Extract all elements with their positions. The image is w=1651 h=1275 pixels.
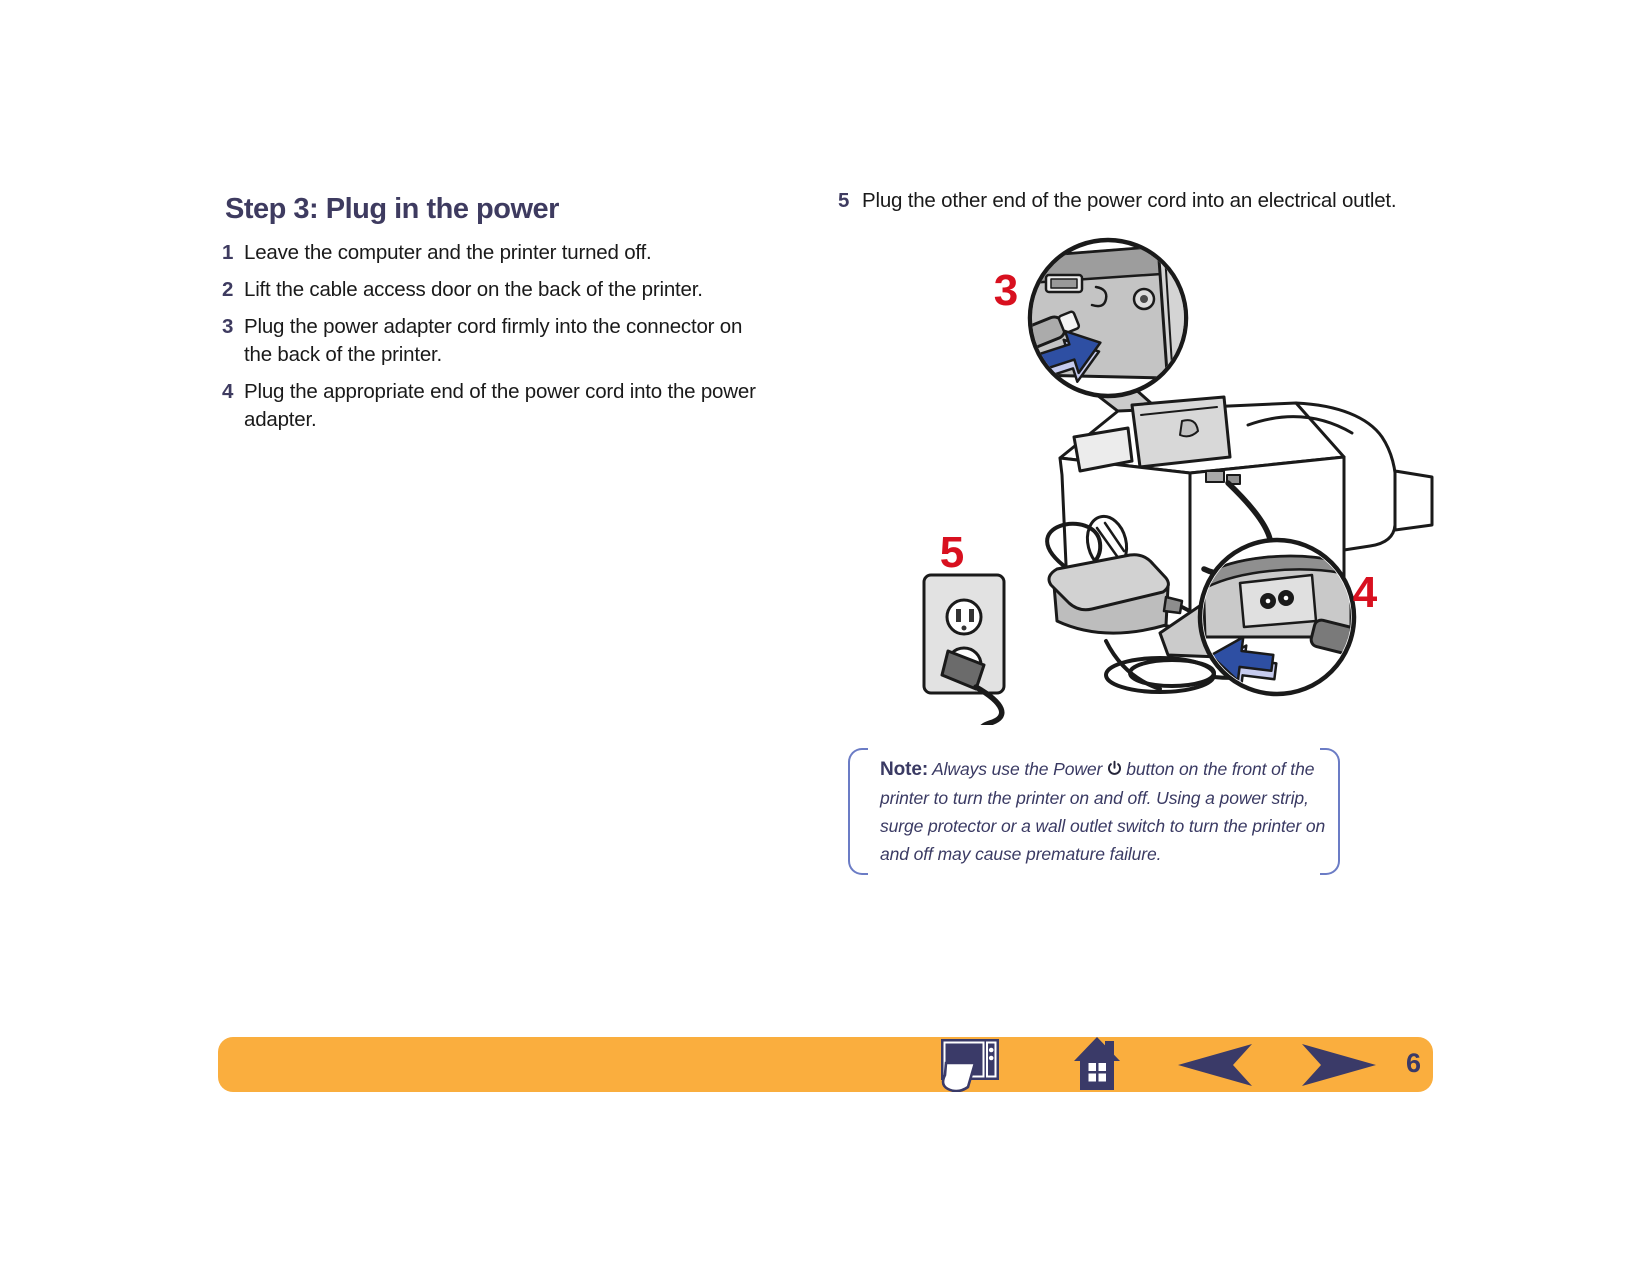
step-text: Plug the power adapter cord firmly into the connector on the back of the printer. — [244, 315, 743, 366]
note-text-after-icon: button on the front of the printer to turn the printer on and off. Using a power strip, surge protector or a wall outlet switch to turn the printer on and off may cause premature failure. — [880, 759, 1326, 864]
list-item — [222, 239, 767, 267]
note-border-left — [848, 748, 868, 875]
figure-label-3: 3 — [993, 266, 1019, 315]
figure-label-5: 5 — [939, 528, 965, 577]
magnifier-adapter-inlet — [1200, 540, 1376, 707]
home-button[interactable] — [1072, 1036, 1122, 1092]
step-number: 3 — [222, 315, 234, 338]
step-text: Plug the appropriate end of the power cord into the power adapter. — [244, 380, 756, 431]
steps-list — [222, 239, 767, 443]
note-box — [848, 748, 1340, 875]
list-item — [838, 187, 1458, 215]
previous-page-button[interactable] — [1176, 1042, 1254, 1088]
list-item — [222, 313, 767, 369]
print-icon — [936, 1038, 1004, 1092]
magnifier-printer-connector — [974, 239, 1224, 401]
power-symbol-icon — [1107, 760, 1122, 777]
step-text: Lift the cable access door on the back of the printer. — [244, 278, 703, 301]
wall-outlet — [924, 575, 1004, 725]
note-label: Note: — [880, 759, 929, 780]
page-number: 6 — [1406, 1048, 1421, 1078]
step-text: Plug the other end of the power cord into an electrical outlet. — [862, 189, 1397, 212]
next-page-button[interactable] — [1300, 1042, 1378, 1088]
page-title: Step 3: Plug in the power — [225, 193, 559, 225]
step-number: 2 — [222, 278, 234, 301]
step-number: 4 — [222, 380, 234, 403]
note-text — [880, 755, 1332, 868]
printer-power-illustration — [860, 225, 1440, 725]
list-item — [222, 378, 767, 434]
power-connector-slot — [1206, 471, 1224, 482]
home-icon — [1072, 1036, 1122, 1092]
print-button[interactable] — [936, 1038, 1004, 1092]
step-number: 5 — [838, 189, 850, 212]
step-number: 1 — [222, 241, 234, 264]
figure-label-4: 4 — [1352, 568, 1378, 617]
next-page-icon — [1300, 1042, 1378, 1088]
list-item — [222, 276, 767, 304]
prev-page-icon — [1176, 1042, 1254, 1088]
step-text: Leave the computer and the printer turned off. — [244, 241, 652, 264]
navigation-bar — [218, 1037, 1433, 1092]
note-text-before-icon: Always use the Power — [932, 759, 1103, 779]
